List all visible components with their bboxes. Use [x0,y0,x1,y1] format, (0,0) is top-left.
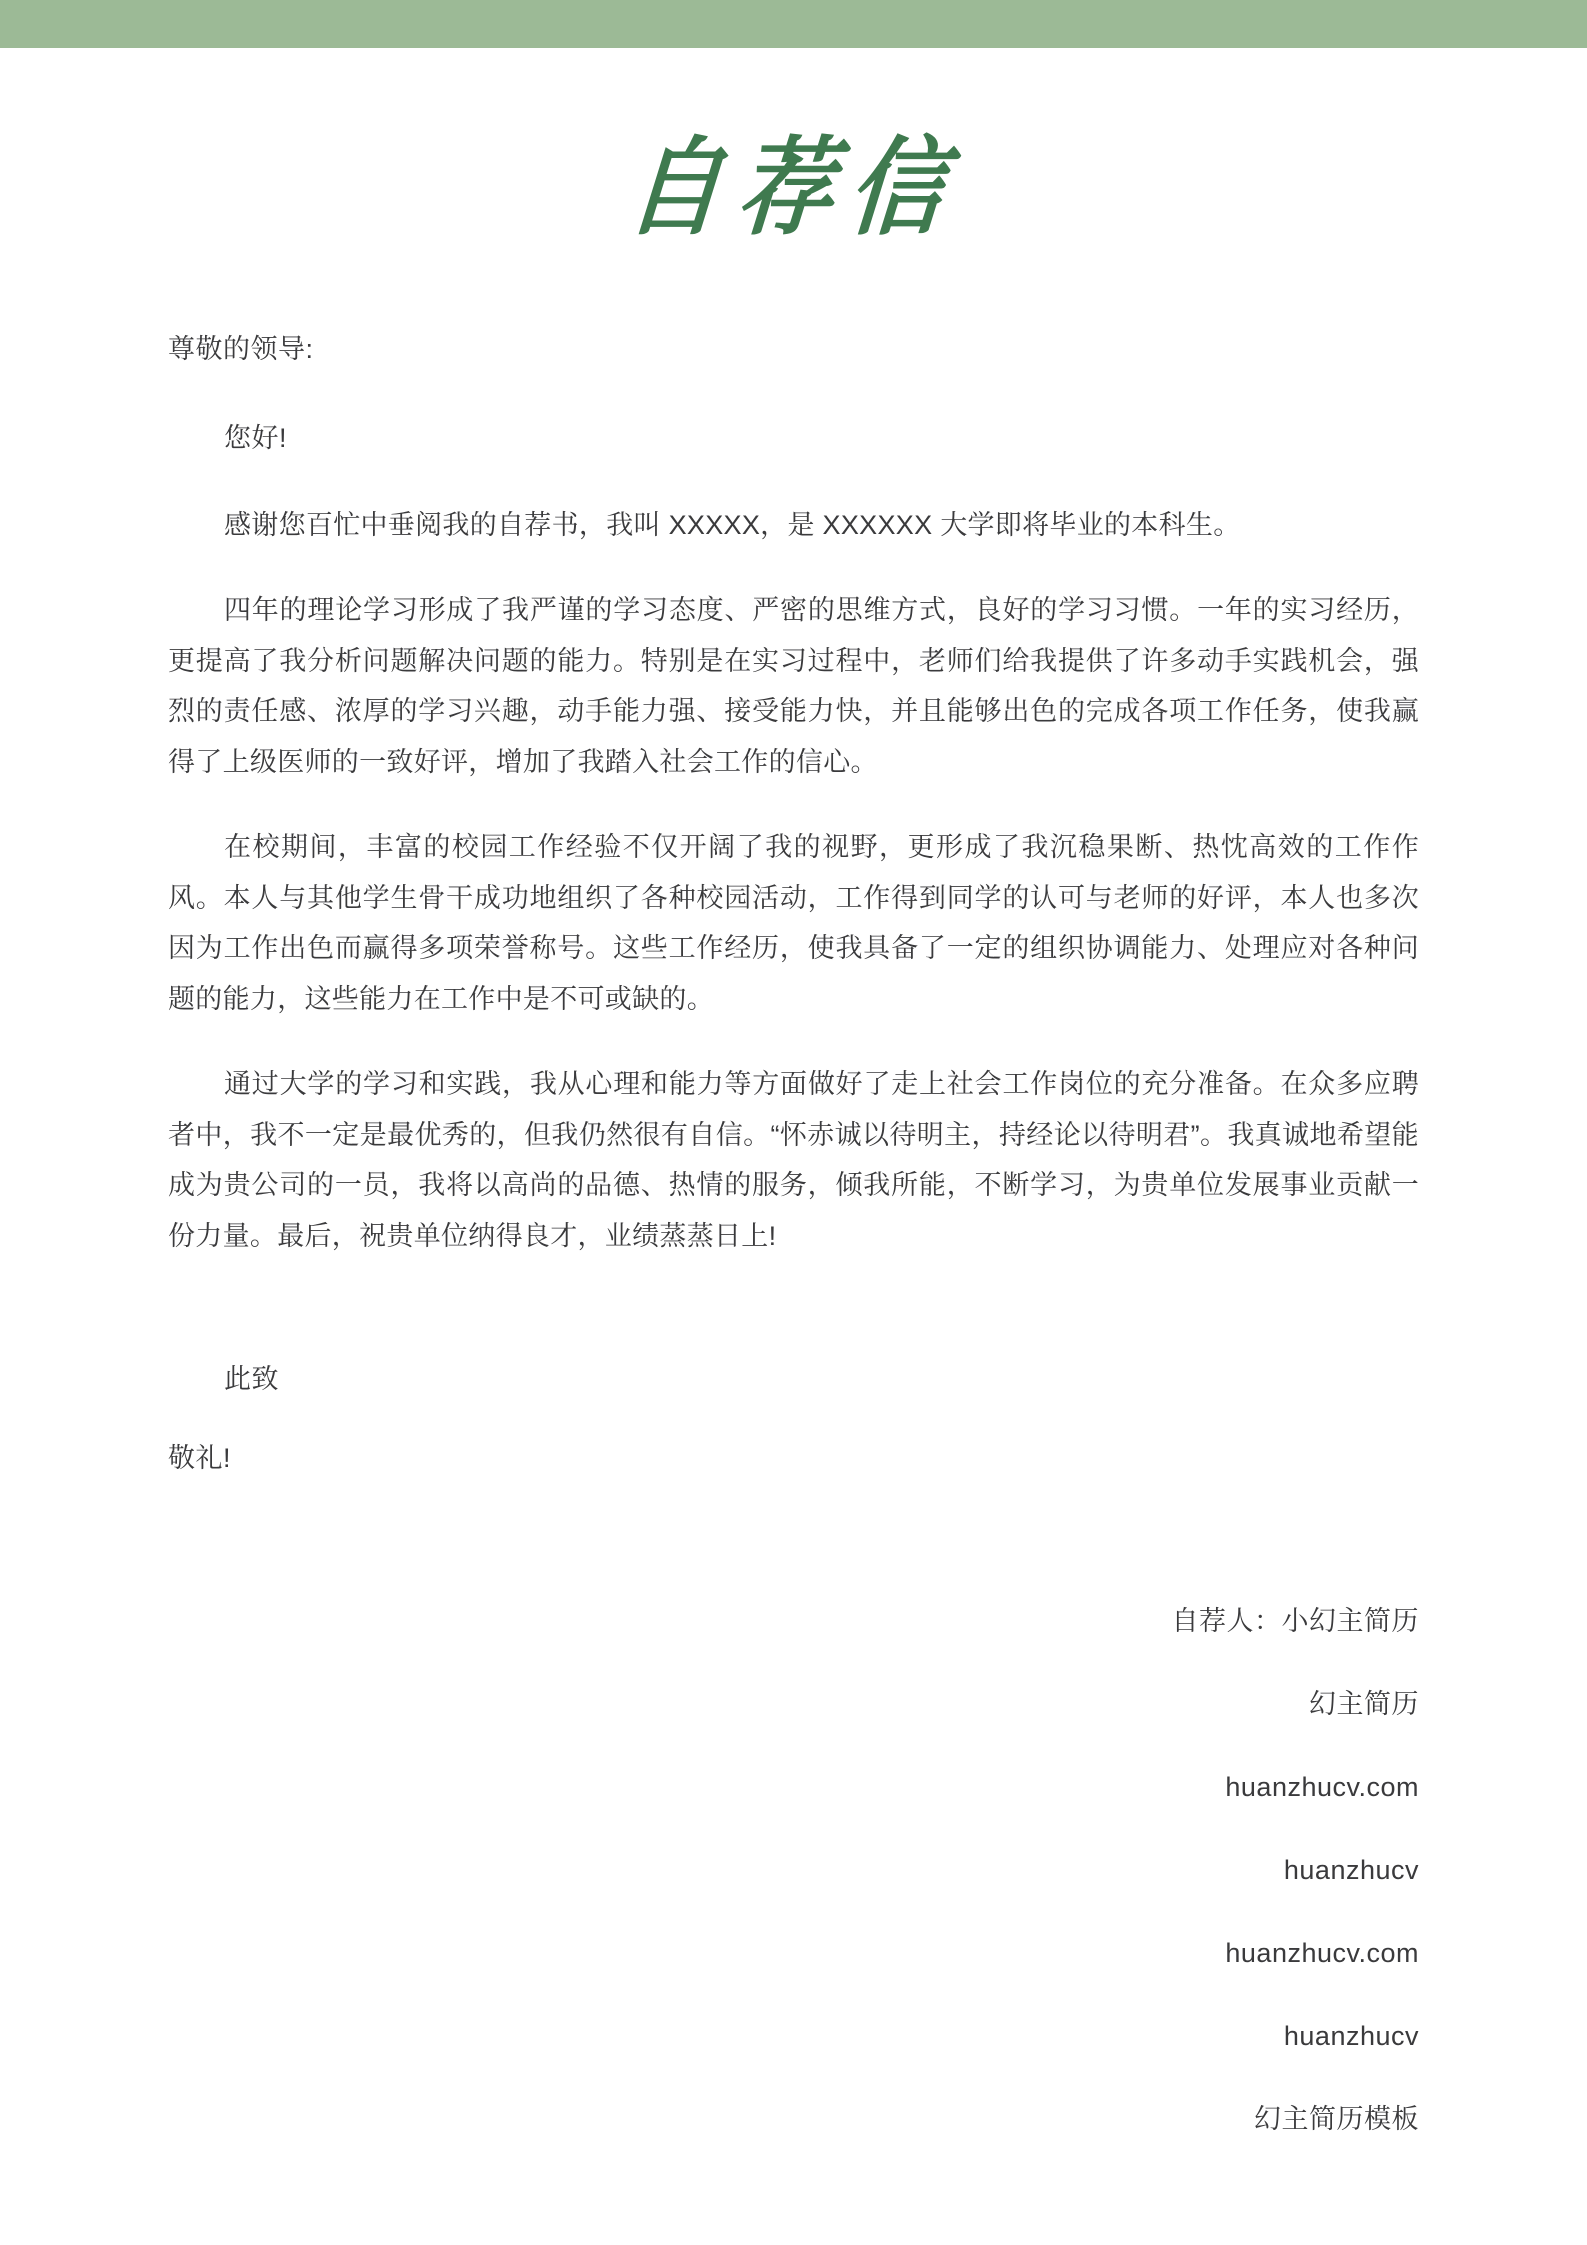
body-paragraph-2: 四年的理论学习形成了我严谨的学习态度、严密的思维方式，良好的学习习惯。一年的实习经历，更提高了我分析问题解决问题的能力。特别是在实习过程中，老师们给我提供了许多动手实践机会，强烈的责任感、浓厚的学习兴趣，动手能力强、接受能力快，并且能够出色的完成各项工作任务，使我赢得了上级医师的一致好评，增加了我踏入社会工作的信心。 [168,594,1419,778]
signature-line-handle-1: huanzhucv [1283,1855,1419,1886]
signature-line-template: 幻主简历模板 [1254,2104,1419,2135]
greeting: 您好! [224,422,288,453]
signature-line-handle-2: huanzhucv [1283,2021,1419,2052]
body-paragraph-4: 通过大学的学习和实践，我从心理和能力等方面做好了走上社会工作岗位的充分准备。在众多应聘者中，我不一定是最优秀的，但我仍然很有自信。“怀赤诚以待明主，持经论以待明君”。我真诚地希望能成为贵公司的一员，我将以高尚的品德、热情的服务，倾我所能，不断学习，为贵单位发展事业贡献一份力量。最后，祝贵单位纳得良才，业绩蒸蒸日上! [168,1068,1419,1252]
body-paragraph-3: 在校期间，丰富的校园工作经验不仅开阔了我的视野，更形成了我沉稳果断、热忱高效的工作作风。本人与其他学生骨干成功地组织了各种校园活动，工作得到同学的认可与老师的好评，本人也多次因为工作出色而赢得多项荣誉称号。这些工作经历，使我具备了一定的组织协调能力、处理应对各种问题的能力，这些能力在工作中是不可或缺的。 [168,831,1419,1015]
signature-line-site-2: huanzhucv.com [1225,1938,1419,1969]
title-area [168,48,1419,328]
signature-block [168,1608,1419,2133]
closing-cizhi: 此致 [224,1363,279,1394]
body-paragraph-1: 感谢您百忙中垂阅我的自荐书，我叫 XXXXX，是 XXXXXX 大学即将毕业的本科生。 [224,510,1241,541]
header-color-band [0,0,1587,48]
salutation: 尊敬的领导: [168,333,314,364]
closing-jingli: 敬礼! [168,1443,232,1474]
letter-body [168,328,1419,1481]
closing-spacer [168,1296,1419,1358]
document-page [0,48,1587,2133]
signature-line-site-1: huanzhucv.com [1225,1772,1419,1803]
signature-line-brand: 幻主简历 [1309,1689,1419,1720]
signature-line-name: 自荐人：小幻主简历 [1171,1606,1419,1637]
page-title: 自荐信 [621,129,966,249]
